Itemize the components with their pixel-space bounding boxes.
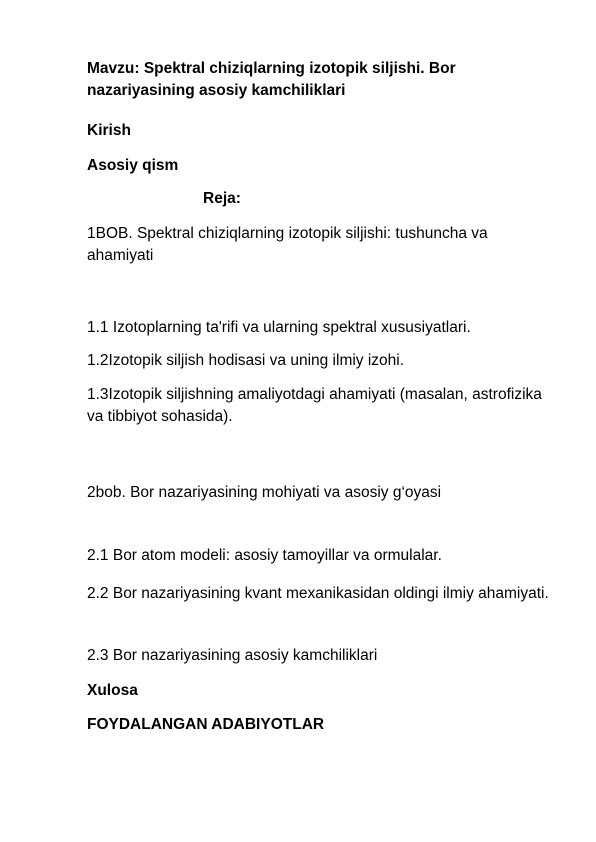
chapter1-item: 1.3Izotopik siljishning amaliyotdagi ahamiyati (masalan, astrofizika va tibbiyot sohasida). [87, 386, 542, 425]
chapter1-heading: 1BOB. Spektral chiziqlarning izotopik siljishi: tushuncha va ahamiyati [87, 225, 488, 264]
chapter2-item: 2.1 Bor atom modeli: asosiy tamoyillar va ormulalar. [87, 547, 442, 564]
references-heading: FOYDALANGAN ADABIYOTLAR [87, 716, 325, 733]
document-title: Mavzu: Spektral chiziqlarning izotopik siljishi. Bor nazariyasining asosiy kamchiliklari [87, 60, 456, 99]
main-part-heading: Asosiy qism [87, 157, 179, 174]
conclusion-heading: Xulosa [87, 682, 138, 699]
chapter1-item: 1.1 Izotoplarning ta'rifi va ularning spektral xususiyatlari. [87, 319, 471, 336]
chapter2-item: 2.3 Bor nazariyasining asosiy kamchiliklari [87, 647, 378, 664]
chapter2-item: 2.2 Bor nazariyasining kvant mexanikasidan oldingi ilmiy ahamiyati. [87, 585, 549, 602]
chapter1-item: 1.2Izotopik siljish hodisasi va uning ilmiy izohi. [87, 352, 405, 369]
plan-heading: Reja: [203, 190, 241, 207]
chapter2-heading: 2bob. Bor nazariyasining mohiyati va asosiy g‘oyasi [87, 484, 442, 501]
intro-heading: Kirish [87, 122, 131, 139]
